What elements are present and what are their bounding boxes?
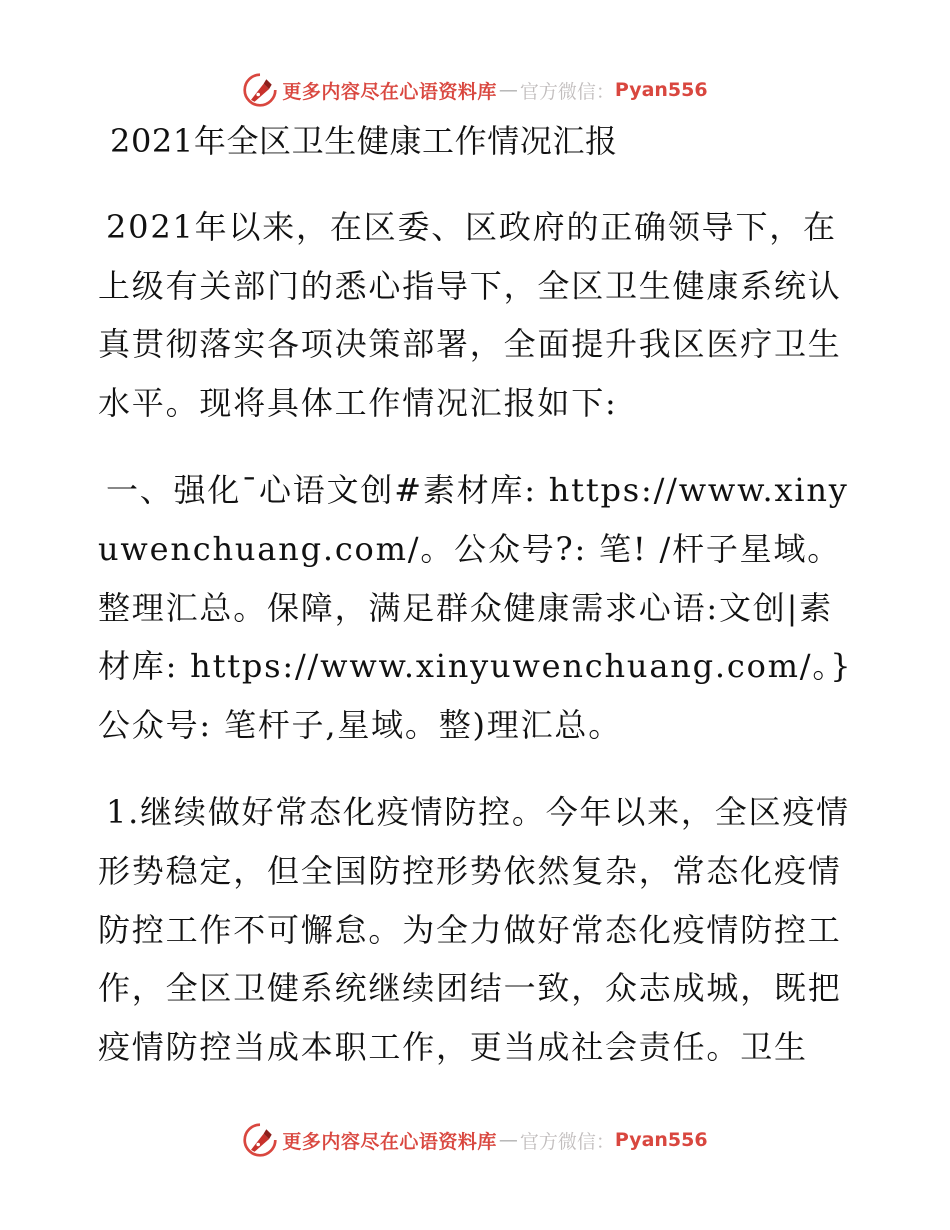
banner-main-text: 更多内容尽在心语资料库 <box>282 1130 497 1153</box>
banner-wechat-id: Pyan556 <box>614 1129 708 1151</box>
footer-banner[interactable] <box>0 1120 950 1160</box>
banner-dash: — <box>498 79 518 101</box>
banner-main-text: 更多内容尽在心语资料库 <box>282 80 497 103</box>
document-body <box>98 112 853 1077</box>
document-title: 2021年全区卫生健康工作情况汇报 <box>110 122 618 160</box>
banner-wechat-label: 官方微信： <box>519 1130 615 1153</box>
paragraph-intro: 2021年以来，在区委、区政府的正确领导下，在上级有关部门的悉心指导下，全区卫生健康系统认真贯彻落实各项决策部署，全面提升我区医疗卫生水平。现将具体工作情况汇报如下: <box>98 207 842 423</box>
paragraph-item-one: 1.继续做好常态化疫情防控。今年以来，全区疫情形势稳定，但全国防控形势依然复杂，常态化疫情防控工作不可懈怠。为全力做好常态化疫情防控工作，全区卫健系统继续团结一致，众志成城，既把疫情防控当成本职工作，更当成社会责任。卫生 <box>98 792 850 1067</box>
paragraph-section-one: 一、强化¯心语文创#素材库: https://www.xinyuwenchuang.com/。公众号?: 笔! /杆子星域。整理汇总。保障，满足群众健康需求心语:文创|素材库: https://www.xinyuwenchuang.com/。}公众号: 笔杆子,星域。整)理汇总。 <box>98 470 853 745</box>
pen-nib-logo-icon <box>242 1122 278 1158</box>
banner-dash: — <box>498 1129 518 1151</box>
header-banner[interactable] <box>0 70 950 110</box>
banner-wechat-label: 官方微信： <box>519 80 615 103</box>
pen-nib-logo-icon <box>242 72 278 108</box>
banner-wechat-id: Pyan556 <box>614 79 708 101</box>
